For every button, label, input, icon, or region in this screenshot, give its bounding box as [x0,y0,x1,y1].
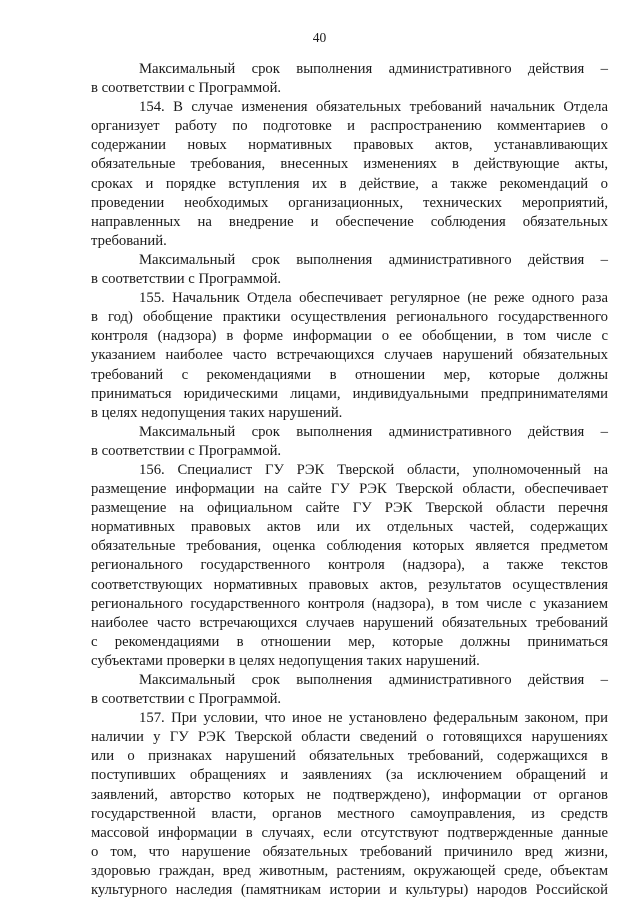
text-line: Максимальный срок выполнения административного действия – [139,61,608,77]
text-line: в соответствии с Программой. [91,691,282,708]
text-line: о том, что нарушение обязательных требований причинило вред жизни, [91,843,608,860]
paragraph-deadline-2 [91,251,608,289]
paragraph-157 [91,709,608,900]
paragraph-154 [91,98,608,251]
text-line: 154. В случае изменения обязательных требований начальник Отдела [139,99,608,116]
text-line: поступивших обращениях и заявлениях (за исключением обращений и [91,767,608,784]
text-line: требований. [91,232,167,249]
document-body [91,60,608,900]
paragraph-156 [91,461,608,671]
text-line: государственной власти, органов местного самоуправления, из средств [91,805,608,822]
text-line: приниматься юридическими лицами, индивидуальными предпринимателями [91,385,608,402]
text-line: с рекомендациями в отношении мер, которые должны приниматься [91,633,608,650]
text-line: организует работу по подготовке и распространению комментариев о [91,118,608,135]
text-line: регионального государственного контроля (надзора), а также текстов [91,557,608,574]
text-line: указанием наиболее часто встречающихся случаев нарушений обязательных [91,347,608,364]
text-line: нормативных правовых актов или их отдельных частей, содержащих [91,519,608,536]
text-line: содержании новых нормативных правовых актов, устанавливающих [91,137,608,154]
text-line: требований с рекомендациями в отношении мер, которые должны [91,366,608,383]
page-number: 40 [312,30,327,45]
text-line: размещение информации на сайте ГУ РЭК Тверской области, обеспечивает [91,481,608,498]
paragraph-deadline-1 [91,60,608,98]
text-line: здоровью граждан, вред животным, растениям, окружающей среде, объектам [91,862,608,879]
paragraph-deadline-3 [91,423,608,461]
text-line: в соответствии с Программой. [91,271,282,288]
text-line: соответствующих нормативных правовых актов, результатов осуществления [91,576,608,593]
text-line: 157. При условии, что иное не установлено федеральным законом, при [139,710,608,727]
text-line: или о признаках нарушений обязательных требований, содержащихся в [91,748,608,765]
text-line: 155. Начальник Отдела обеспечивает регулярное (не реже одного раза [139,290,608,307]
text-line: направленных на внедрение и обеспечение соблюдения обязательных [91,213,608,230]
text-line: наиболее часто встречающихся случаев нарушений обязательных требований [91,614,608,631]
text-line: Максимальный срок выполнения административного действия – [139,251,608,268]
text-line: размещение на официальном сайте ГУ РЭК Тверской области перечня [91,500,608,517]
text-line: обязательные требования, внесенных изменениях в действующие акты, [91,156,608,173]
text-line: в год) обобщение практики осуществления регионального государственного [91,309,608,326]
text-line: заявлений, авторство которых не подтверждено), информации от органов [91,786,608,803]
paragraph-deadline-4 [91,671,608,709]
text-line: культурного наследия (памятникам истории и культуры) народов Российской [91,882,608,899]
text-line: Максимальный срок выполнения административного действия – [139,672,608,688]
text-line: контроля (надзора) в форме информации о ее обобщении, в том числе с [91,328,608,345]
text-line: в целях недопущения таких нарушений. [91,404,343,421]
text-line: 156. Специалист ГУ РЭК Тверской области, уполномоченный на [139,461,608,478]
text-line: в соответствии с Программой. [91,442,282,459]
text-line: регионального государственного контроля (надзора), в том числе с указанием [91,595,608,612]
text-line: массовой информации в случаях, если отсутствуют подтвержденные данные [91,824,608,841]
text-line: сроках и порядке вступления их в действие, а также рекомендаций о [91,175,608,192]
text-line: субъектами проверки в целях недопущения таких нарушений. [91,652,480,669]
text-line: Максимальный срок выполнения административного действия – [139,423,608,440]
text-line: в соответствии с Программой. [91,80,282,97]
text-line: наличии у ГУ РЭК Тверской области сведений о готовящихся нарушениях [91,729,608,746]
text-line: проведении необходимых организационных, технических мероприятий, [91,194,608,211]
text-line: обязательные требования, оценка соблюдения которых является предметом [91,538,608,555]
paragraph-155 [91,289,608,423]
